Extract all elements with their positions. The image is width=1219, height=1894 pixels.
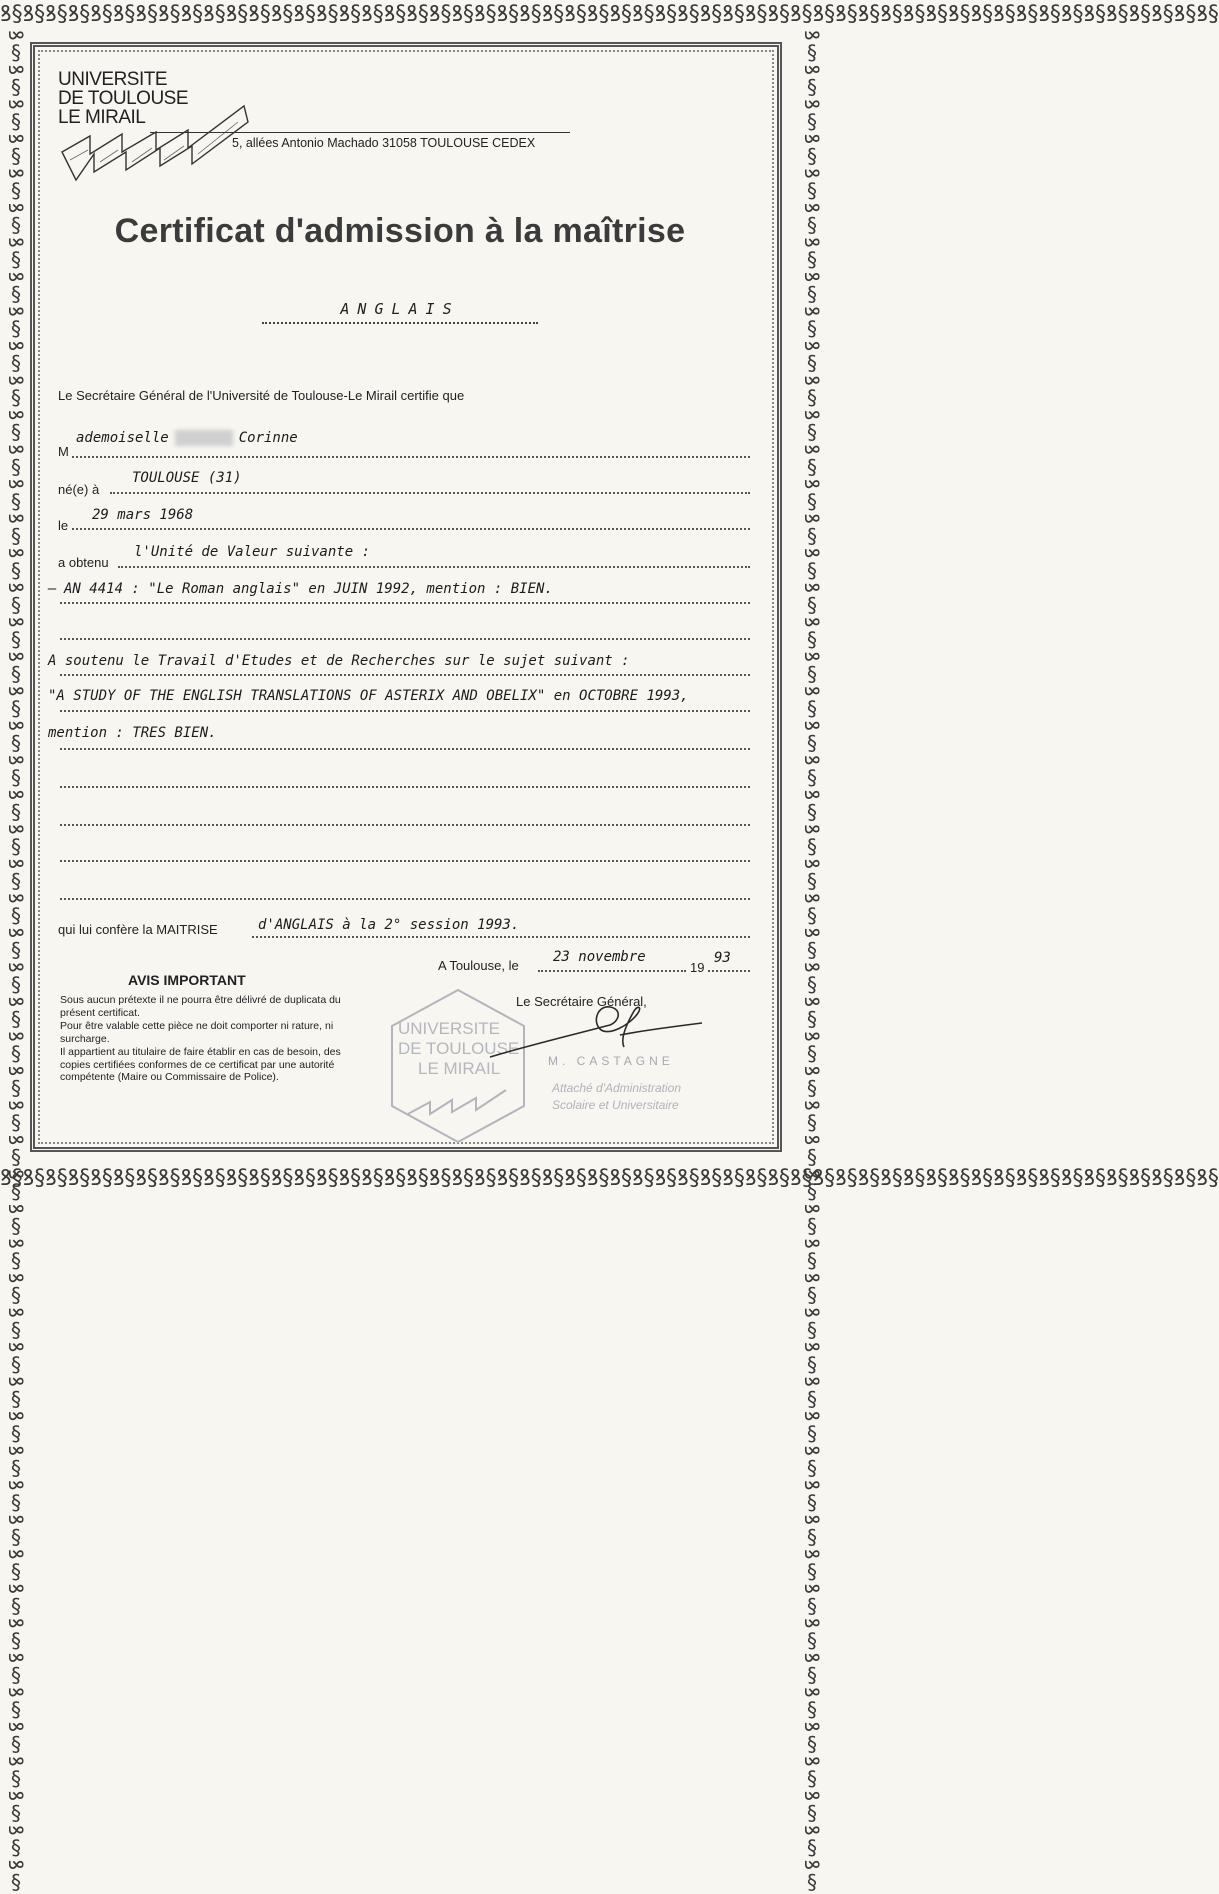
- subject-field: ANGLAIS: [262, 300, 538, 324]
- birthplace-label: né(e) à: [58, 482, 100, 497]
- signatory-role-line-2: Scolaire et Universitaire: [552, 1098, 679, 1112]
- blank-dotted-line-4: [60, 860, 750, 862]
- page-title: Certificat d'admission à la maîtrise: [114, 212, 686, 250]
- stamp-line-2: DE TOULOUSE: [398, 1039, 520, 1058]
- blank-dotted-line-5: [60, 898, 750, 900]
- signatory-title: Le Secrétaire Général,: [516, 994, 647, 1009]
- blank-dotted-line-1: [60, 638, 750, 640]
- name-dotted-line: [72, 456, 750, 458]
- university-line-1: UNIVERSITE: [58, 69, 168, 90]
- confers-dotted-line: [252, 936, 750, 938]
- birthplace-dotted-line: [110, 492, 750, 494]
- name-first: Corinne: [238, 430, 298, 446]
- birthdate-label: le: [58, 518, 69, 533]
- signatory-name: M. CASTAGNE: [548, 1054, 674, 1068]
- ter-line-3: mention : TRES BIEN.: [48, 725, 217, 741]
- certification-intro: Le Secrétaire Général de l'Université de Toulouse-Le Mirail certifie que: [58, 388, 465, 403]
- signatory-role-line-1: Attaché d'Administration: [552, 1081, 682, 1095]
- confers-label: qui lui confère la MAITRISE: [58, 922, 218, 937]
- issue-date-value: 23 novembre: [553, 949, 646, 965]
- notice-title: AVIS IMPORTANT: [128, 972, 246, 988]
- place-label: A Toulouse, le: [438, 958, 519, 973]
- date-dotted-line: [538, 970, 686, 972]
- border-ornament-left: ꝸ§ꝸ§ꝸ§ꝸ§ꝸ§ꝸ§ꝸ§ꝸ§ꝸ§ꝸ§ꝸ§ꝸ§ꝸ§ꝸ§ꝸ§ꝸ§ꝸ§ꝸ§ꝸ§ꝸ§ꝸ§ꝸ§ꝸ§ꝸ§ꝸ§ꝸ§ꝸ§ꝸ§ꝸ§ꝸ§ꝸ§ꝸ§ꝸ§ꝸ§ꝸ§ꝸ§ꝸ§ꝸ§ꝸ§ꝸ§ꝸ§ꝸ§ꝸ§ꝸ§ꝸ§ꝸ§ꝸ§ꝸ§ꝸ§ꝸ§ꝸ§ꝸ§ꝸ§ꝸ§: [4, 30, 28, 1894]
- ter-line-1: A soutenu le Travail d'Etudes et de Recherches sur le sujet suivant :: [48, 653, 630, 669]
- uv-dash: –: [48, 581, 57, 597]
- year-suffix: 93: [714, 950, 731, 966]
- obtained-label: a obtenu: [58, 555, 109, 570]
- ter-dotted-line-3: [60, 748, 750, 750]
- ter-line-2: "A STUDY OF THE ENGLISH TRANSLATIONS OF ASTERIX AND OBELIX" en OCTOBRE 1993,: [48, 688, 689, 704]
- stamp-line-1: UNIVERSITE: [398, 1019, 501, 1038]
- university-line-3: LE MIRAIL: [58, 107, 146, 128]
- address-rule: [150, 132, 570, 133]
- university-logo-icon: [60, 100, 250, 182]
- uv-dotted-line: [60, 602, 750, 604]
- birthdate-dotted-line: [72, 528, 750, 530]
- notice-paragraph-3: Il appartient au titulaire de faire établir en cas de besoin, des copies certifiées conformes de ce certificat par une autorité compétente (Maire ou Commissaire de Police).: [60, 1046, 341, 1083]
- ter-dotted-line-1: [60, 674, 750, 676]
- notice-paragraph-1: Sous aucun prétexte il ne pourra être délivré de duplicata du présent certificat.: [60, 994, 341, 1019]
- year-prefix: 19: [690, 960, 705, 975]
- ter-dotted-line-2: [60, 710, 750, 712]
- year-dotted-line: [708, 970, 750, 972]
- blank-dotted-line-3: [60, 824, 750, 826]
- confers-value: d'ANGLAIS à la 2° session 1993.: [258, 917, 520, 933]
- uv-line: AN 4414 : "Le Roman anglais" en JUIN 1992, mention : BIEN.: [64, 581, 553, 597]
- university-address: 5, allées Antonio Machado 31058 TOULOUSE CEDEX: [232, 136, 536, 150]
- border-ornament-bottom: ꝸ§ꝸ§ꝸ§ꝸ§ꝸ§ꝸ§ꝸ§ꝸ§ꝸ§ꝸ§ꝸ§ꝸ§ꝸ§ꝸ§ꝸ§ꝸ§ꝸ§ꝸ§ꝸ§ꝸ§ꝸ§ꝸ§ꝸ§ꝸ§ꝸ§ꝸ§ꝸ§ꝸ§ꝸ§ꝸ§ꝸ§ꝸ§ꝸ§ꝸ§ꝸ§ꝸ§ꝸ§ꝸ§ꝸ§ꝸ§ꝸ§ꝸ§ꝸ§ꝸ§ꝸ§ꝸ§ꝸ§ꝸ§ꝸ§ꝸ§ꝸ§ꝸ§ꝸ§ꝸ§: [0, 1166, 1219, 1191]
- university-line-2: DE TOULOUSE: [58, 88, 189, 109]
- name-prefix: ademoiselle: [76, 430, 169, 446]
- border-ornament-right: ꝸ§ꝸ§ꝸ§ꝸ§ꝸ§ꝸ§ꝸ§ꝸ§ꝸ§ꝸ§ꝸ§ꝸ§ꝸ§ꝸ§ꝸ§ꝸ§ꝸ§ꝸ§ꝸ§ꝸ§ꝸ§ꝸ§ꝸ§ꝸ§ꝸ§ꝸ§ꝸ§ꝸ§ꝸ§ꝸ§ꝸ§ꝸ§ꝸ§ꝸ§ꝸ§ꝸ§ꝸ§ꝸ§ꝸ§ꝸ§ꝸ§ꝸ§ꝸ§ꝸ§ꝸ§ꝸ§ꝸ§ꝸ§ꝸ§ꝸ§ꝸ§ꝸ§ꝸ§ꝸ§: [800, 30, 824, 1894]
- notice-paragraph-2: Pour être valable cette pièce ne doit comporter ni rature, ni surcharge.: [60, 1020, 334, 1045]
- notice-text: [60, 994, 345, 1085]
- birthplace-value: TOULOUSE (31): [132, 470, 242, 486]
- redacted-surname: [175, 430, 233, 446]
- blank-dotted-line-2: [60, 786, 750, 788]
- border-ornament-top: ꝸ§ꝸ§ꝸ§ꝸ§ꝸ§ꝸ§ꝸ§ꝸ§ꝸ§ꝸ§ꝸ§ꝸ§ꝸ§ꝸ§ꝸ§ꝸ§ꝸ§ꝸ§ꝸ§ꝸ§ꝸ§ꝸ§ꝸ§ꝸ§ꝸ§ꝸ§ꝸ§ꝸ§ꝸ§ꝸ§ꝸ§ꝸ§ꝸ§ꝸ§ꝸ§ꝸ§ꝸ§ꝸ§ꝸ§ꝸ§ꝸ§ꝸ§ꝸ§ꝸ§ꝸ§ꝸ§ꝸ§ꝸ§ꝸ§ꝸ§ꝸ§ꝸ§ꝸ§ꝸ§: [0, 2, 1219, 27]
- stamp-line-3: LE MIRAIL: [418, 1059, 501, 1078]
- birthdate-value: 29 mars 1968: [92, 507, 194, 523]
- obtained-value: l'Unité de Valeur suivante :: [134, 544, 371, 560]
- signatory-role: [552, 1080, 681, 1114]
- title-label: M: [58, 444, 69, 459]
- obtained-dotted-line: [118, 566, 750, 568]
- holder-name: [76, 430, 298, 446]
